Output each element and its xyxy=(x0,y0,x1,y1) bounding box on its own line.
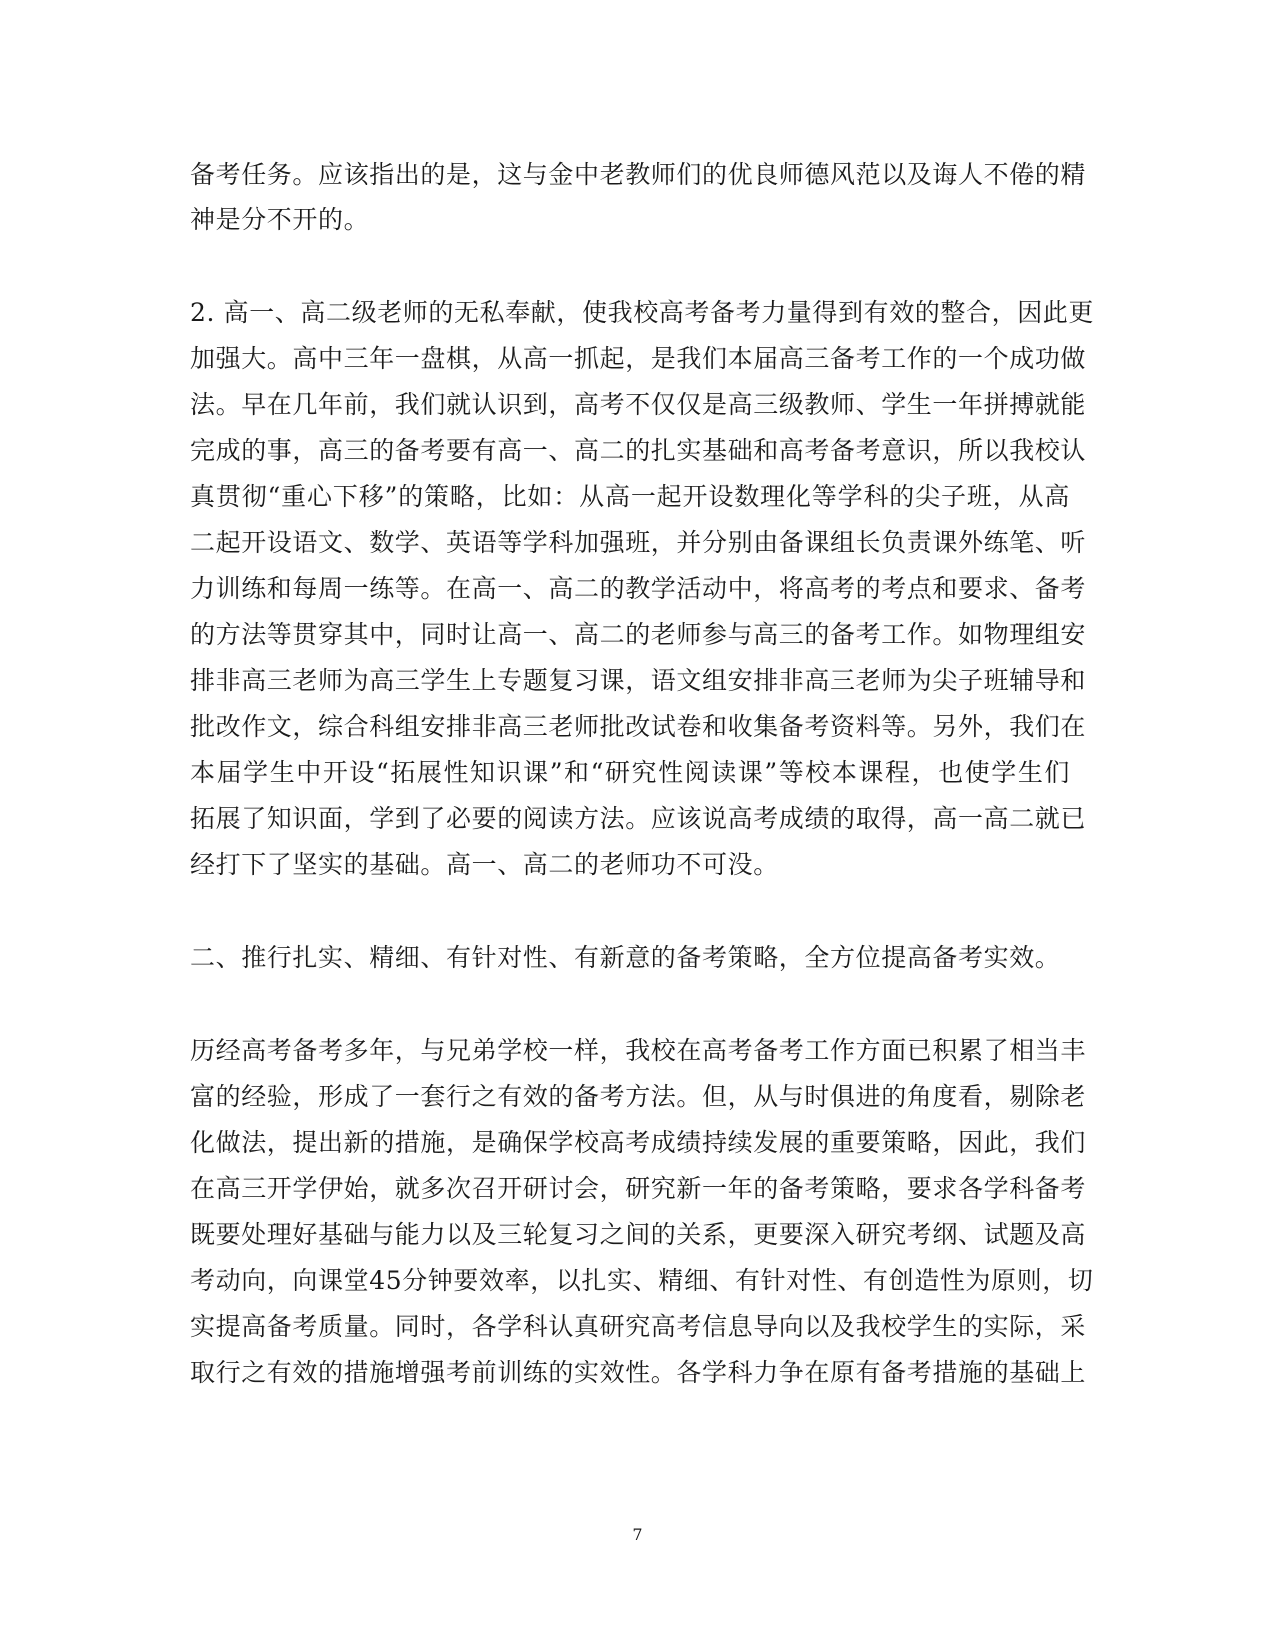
text-line: 拓展了知识面，学到了必要的阅读方法。应该说高考成绩的取得，高一高二就已 xyxy=(190,804,1087,833)
text-line: 实提高备考质量。同时，各学科认真研究高考信息导向以及我校学生的实际，采 xyxy=(190,1312,1087,1341)
text-line: 真贯彻“重心下移”的策略，比如：从高一起开设数理化等学科的尖子班，从高 xyxy=(190,482,1070,511)
text-line: 考动向，向课堂45分钟要效率，以扎实、精细、有针对性、有创造性为原则，切 xyxy=(190,1266,1094,1295)
text-line: 备考任务。应该指出的是，这与金中老教师们的优良师德风范以及诲人不倦的精 xyxy=(190,160,1087,189)
text-line: 法。早在几年前，我们就认识到，高考不仅仅是高三级教师、学生一年拼搏就能 xyxy=(190,390,1087,419)
text-line: 力训练和每周一练等。在高一、高二的教学活动中，将高考的考点和要求、备考 xyxy=(190,574,1087,603)
text-line: 二起开设语文、数学、英语等学科加强班，并分别由备课组长负责课外练笔、听 xyxy=(190,528,1087,557)
text-line: 本届学生中开设“拓展性知识课”和“研究性阅读课”等校本课程，也使学生们 xyxy=(190,758,1070,787)
text-line: 2. 高一、高二级老师的无私奉献，使我校高考备考力量得到有效的整合，因此更 xyxy=(190,298,1095,327)
page-number: 7 xyxy=(632,1525,643,1544)
text-line: 批改作文，综合科组安排非高三老师批改试卷和收集备考资料等。另外，我们在 xyxy=(190,712,1087,741)
text-line: 化做法，提出新的措施，是确保学校高考成绩持续发展的重要策略，因此，我们 xyxy=(190,1128,1087,1157)
text-line: 取行之有效的措施增强考前训练的实效性。各学科力争在原有备考措施的基础上 xyxy=(190,1358,1087,1387)
text-line: 既要处理好基础与能力以及三轮复习之间的关系，更要深入研究考纲、试题及高 xyxy=(190,1220,1087,1249)
text-line: 神是分不开的。 xyxy=(190,205,370,234)
text-line: 的方法等贯穿其中，同时让高一、高二的老师参与高三的备考工作。如物理组安 xyxy=(190,620,1087,649)
text-line: 排非高三老师为高三学生上专题复习课，语文组安排非高三老师为尖子班辅导和 xyxy=(190,666,1087,695)
text-line: 加强大。高中三年一盘棋，从高一抓起，是我们本届高三备考工作的一个成功做 xyxy=(190,344,1087,373)
text-line: 富的经验，形成了一套行之有效的备考方法。但，从与时俱进的角度看，剔除老 xyxy=(190,1082,1087,1111)
text-line: 在高三开学伊始，就多次召开研讨会，研究新一年的备考策略，要求各学科备考 xyxy=(190,1174,1087,1203)
text-line: 历经高考备考多年，与兄弟学校一样，我校在高考备考工作方面已积累了相当丰 xyxy=(190,1036,1087,1065)
text-line: 完成的事，高三的备考要有高一、高二的扎实基础和高考备考意识，所以我校认 xyxy=(190,436,1087,465)
text-line: 经打下了坚实的基础。高一、高二的老师功不可没。 xyxy=(190,850,779,879)
section-heading: 二、推行扎实、精细、有针对性、有新意的备考策略，全方位提高备考实效。 xyxy=(190,943,1061,972)
